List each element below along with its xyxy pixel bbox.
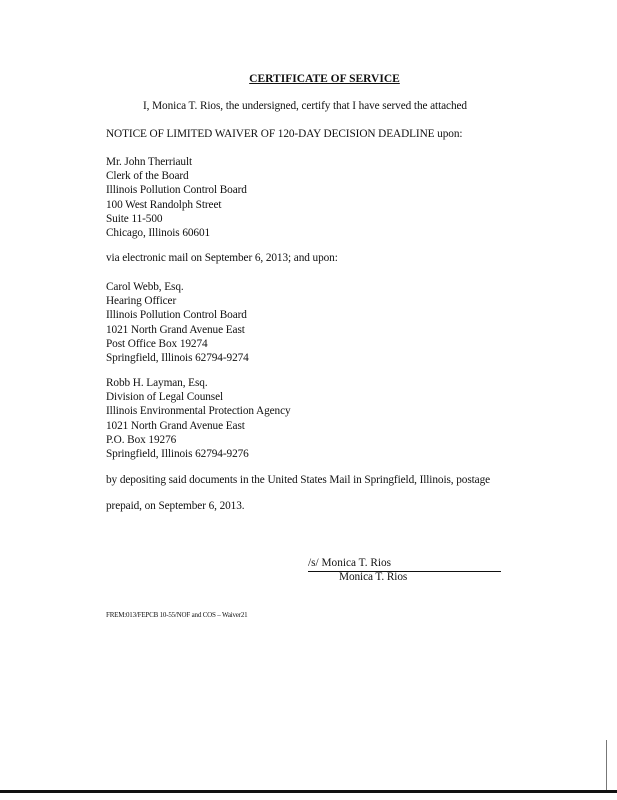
address-line: Hearing Officer xyxy=(106,295,177,308)
deposit-statement: by depositing said documents in the United States Mail in Springfield, Illinois, postage xyxy=(106,474,491,486)
address-line: 1021 North Grand Avenue East xyxy=(106,323,245,336)
recipient-clerk-address xyxy=(106,155,247,240)
address-line: Mr. John Therriault xyxy=(106,156,193,168)
address-line: Illinois Pollution Control Board xyxy=(106,184,247,197)
notice-title-line: NOTICE OF LIMITED WAIVER OF 120-DAY DECISION DEADLINE upon: xyxy=(106,128,463,140)
electronic-signature: /s/ Monica T. Rios xyxy=(308,557,392,569)
address-line: Clerk of the Board xyxy=(106,170,189,183)
recipient-hearing-officer-address xyxy=(106,280,249,365)
address-line: Springfield, Illinois 62794-9276 xyxy=(106,447,249,460)
recipient-legal-counsel-address xyxy=(106,376,291,461)
address-line: Division of Legal Counsel xyxy=(106,391,224,404)
address-line: Post Office Box 19274 xyxy=(106,337,208,350)
printed-signer-name: Monica T. Rios xyxy=(339,571,408,583)
address-line: Suite 11-500 xyxy=(106,212,163,225)
address-line: 1021 North Grand Avenue East xyxy=(106,419,245,432)
address-line: Springfield, Illinois 62794-9274 xyxy=(106,351,249,364)
address-line: Robb H. Layman, Esq. xyxy=(106,377,208,389)
scan-edge-bottom xyxy=(0,790,617,793)
address-line: Illinois Pollution Control Board xyxy=(106,309,247,322)
prepaid-statement: prepaid, on September 6, 2013. xyxy=(106,500,245,512)
service-method-email: via electronic mail on September 6, 2013; and upon: xyxy=(106,252,338,264)
address-line: 100 West Randolph Street xyxy=(106,198,222,211)
scan-edge-right xyxy=(606,740,607,790)
intro-statement: I, Monica T. Rios, the undersigned, certify that I have served the attached xyxy=(143,100,467,112)
address-line: Illinois Environmental Protection Agency xyxy=(106,405,291,418)
address-line: Chicago, Illinois 60601 xyxy=(106,226,211,239)
footer-document-reference: FREM:013/FEPCB 10-55/NOF and COS – Waiver21 xyxy=(106,611,248,619)
address-line: P.O. Box 19276 xyxy=(106,433,177,446)
document-title: CERTIFICATE OF SERVICE xyxy=(249,73,400,85)
address-line: Carol Webb, Esq. xyxy=(106,281,184,293)
